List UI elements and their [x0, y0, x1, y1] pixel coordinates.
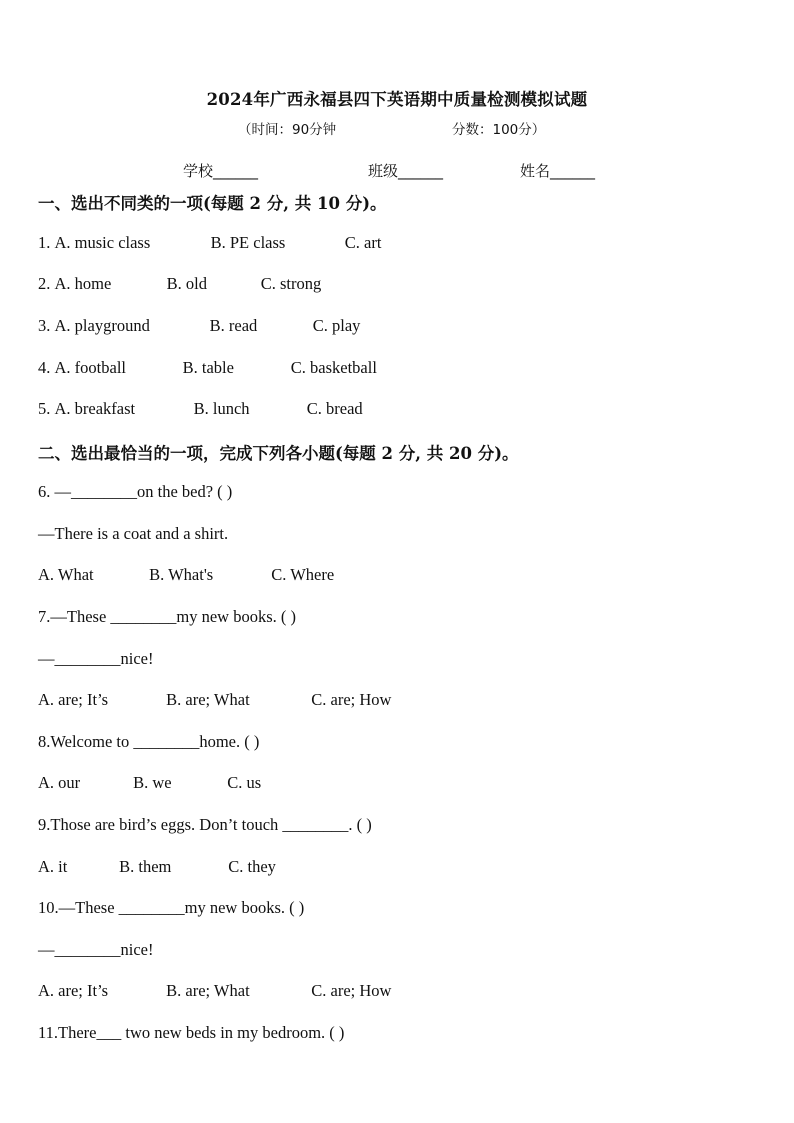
question-number: 4. — [38, 358, 51, 377]
question-6-response: —There is a coat and a shirt. — [38, 524, 229, 543]
question-4 — [38, 358, 377, 378]
section-1-heading: 一、选出不同类的一项(每题 2 分, 共 10 分)。 — [38, 194, 387, 213]
option-c[interactable]: C. Where — [271, 565, 335, 584]
question-number: 5. — [38, 399, 51, 418]
option-a[interactable]: A. What — [38, 565, 94, 584]
question-7-prompt: 7.—These ________my new books. ( ) — [38, 607, 297, 626]
option-b[interactable]: B. read — [209, 316, 258, 335]
question-3 — [38, 316, 360, 336]
option-c[interactable]: C. basketball — [290, 358, 377, 377]
option-b[interactable]: B. lunch — [193, 399, 250, 418]
page-title: 2024年广西永福县四下英语期中质量检测模拟试题 — [206, 90, 588, 109]
option-a[interactable]: A. are; It’s — [38, 981, 109, 1000]
question-10-prompt: 10.—These ________my new books. ( ) — [38, 898, 305, 917]
question-11-prompt: 11.There___ two new beds in my bedroom. ( ) — [38, 1023, 345, 1042]
option-a[interactable]: A. are; It’s — [38, 690, 109, 709]
option-a[interactable]: A. our — [38, 773, 81, 792]
option-c[interactable]: C. are; How — [311, 690, 392, 709]
option-c[interactable]: C. they — [228, 857, 276, 876]
question-7-response: —________nice! — [38, 649, 154, 668]
option-a[interactable]: A. playground — [54, 316, 150, 335]
option-c[interactable]: C. art — [344, 233, 382, 252]
question-1 — [38, 233, 381, 253]
class-field[interactable]: 班级______ — [368, 162, 444, 180]
option-b[interactable]: B. are; What — [166, 690, 250, 709]
question-6-options — [38, 565, 334, 585]
option-c[interactable]: C. are; How — [311, 981, 392, 1000]
option-b[interactable]: B. them — [119, 857, 172, 876]
question-6-prompt: 6. —________on the bed? ( ) — [38, 482, 233, 501]
question-8-prompt: 8.Welcome to ________home. ( ) — [38, 732, 260, 751]
option-b[interactable]: B. old — [166, 274, 207, 293]
section-2-heading: 二、选出最恰当的一项，完成下列各小题(每题 2 分, 共 20 分)。 — [38, 444, 519, 463]
option-a[interactable]: A. breakfast — [54, 399, 136, 418]
option-c[interactable]: C. play — [312, 316, 361, 335]
school-field[interactable]: 学校______ — [183, 162, 259, 180]
name-field[interactable]: 姓名______ — [520, 162, 596, 180]
option-b[interactable]: B. we — [133, 773, 172, 792]
question-8-options — [38, 773, 261, 793]
question-7-options — [38, 690, 391, 710]
option-a[interactable]: A. football — [54, 358, 126, 377]
option-a[interactable]: A. home — [54, 274, 112, 293]
question-2 — [38, 274, 321, 294]
option-b[interactable]: B. PE class — [210, 233, 286, 252]
option-b[interactable]: B. table — [182, 358, 234, 377]
question-9-prompt: 9.Those are bird’s eggs. Don’t touch ________. ( ) — [38, 815, 372, 834]
option-a[interactable]: A. it — [38, 857, 68, 876]
option-b[interactable]: B. What's — [149, 565, 214, 584]
total-score: 分数：100分） — [452, 122, 546, 138]
time-limit: （时间：90分钟 — [238, 122, 337, 138]
question-number: 1. — [38, 233, 51, 252]
question-9-options — [38, 857, 276, 877]
option-b[interactable]: B. are; What — [166, 981, 250, 1000]
option-c[interactable]: C. strong — [260, 274, 322, 293]
question-number: 2. — [38, 274, 51, 293]
question-10-response: —________nice! — [38, 940, 154, 959]
option-c[interactable]: C. bread — [306, 399, 363, 418]
question-10-options — [38, 981, 391, 1001]
question-5 — [38, 399, 363, 419]
option-c[interactable]: C. us — [227, 773, 262, 792]
option-a[interactable]: A. music class — [54, 233, 151, 252]
question-number: 3. — [38, 316, 51, 335]
